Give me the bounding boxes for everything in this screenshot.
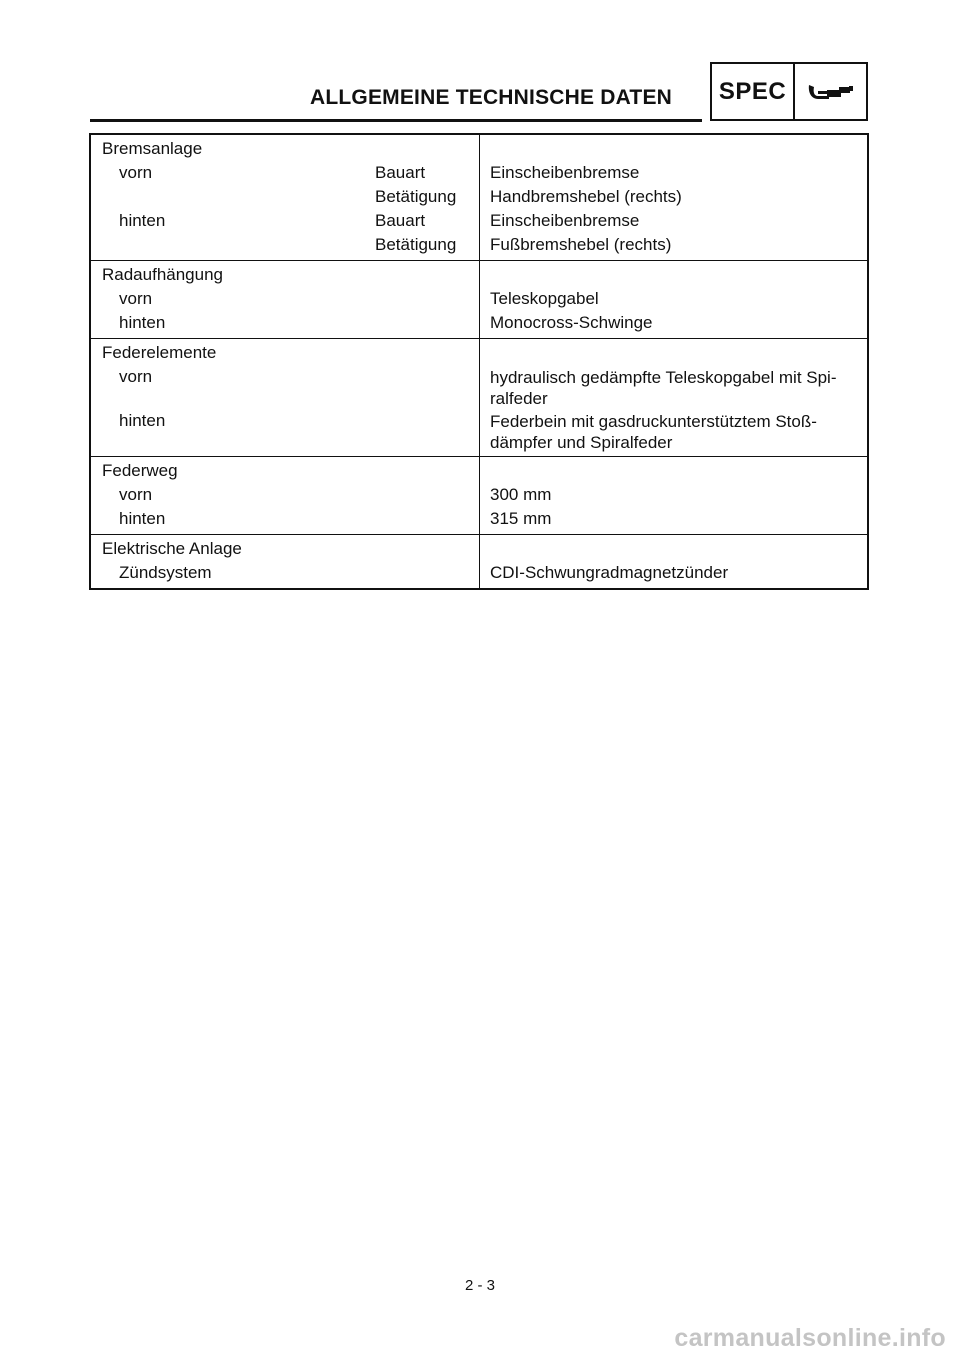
row-label — [91, 185, 367, 209]
row-type: Bauart — [375, 163, 426, 182]
row-type: Betätigung — [375, 235, 457, 254]
wrench-icon — [795, 64, 866, 119]
row-type: Betätigung — [375, 187, 457, 206]
row-label: vorn — [119, 367, 153, 386]
row-type — [367, 561, 479, 585]
row-label: hinten — [119, 313, 166, 332]
row-value: 300 mm — [490, 485, 552, 504]
row-value: Einscheibenbremse — [490, 163, 640, 182]
spec-group — [91, 534, 867, 588]
group-title: Radaufhängung — [102, 265, 224, 284]
row-value: Federbein mit gasdruckunterstütztem Stoß- dämpfer und Spiralfeder — [490, 412, 817, 452]
row-value: Teleskopgabel — [490, 289, 599, 308]
row-label: hinten — [119, 411, 166, 430]
spec-group — [91, 135, 867, 260]
spec-table — [89, 133, 869, 590]
group-title: Federweg — [102, 461, 178, 480]
row-value: hydraulisch gedämpfte Teleskopgabel mit Spi- ralfeder — [490, 368, 837, 408]
row-value: CDI-Schwungradmagnetzünder — [490, 563, 729, 582]
row-type — [367, 287, 479, 311]
spec-badge — [710, 62, 868, 121]
column-divider — [479, 339, 480, 456]
row-label: vorn — [119, 163, 153, 182]
page-number: 2 - 3 — [464, 1277, 495, 1294]
column-divider — [479, 457, 480, 534]
row-label: vorn — [119, 289, 153, 308]
row-value: Handbremshebel (rechts) — [490, 187, 682, 206]
row-type — [367, 409, 479, 453]
row-value: Fußbremshebel (rechts) — [490, 235, 672, 254]
row-type — [367, 311, 479, 335]
row-type — [367, 365, 479, 409]
row-type: Bauart — [375, 211, 426, 230]
column-divider — [479, 261, 480, 338]
row-value: 315 mm — [490, 509, 552, 528]
row-value: Einscheibenbremse — [490, 211, 640, 230]
spec-group — [91, 338, 867, 456]
row-label: hinten — [119, 211, 166, 230]
row-label: vorn — [119, 485, 153, 504]
group-title: Federelemente — [102, 343, 217, 362]
row-label: Zündsystem — [119, 563, 212, 582]
header-rule — [90, 119, 702, 122]
spec-group — [91, 456, 867, 534]
row-label — [91, 233, 367, 257]
row-type — [367, 483, 479, 507]
page-title: ALLGEMEINE TECHNISCHE DATEN — [310, 86, 673, 109]
watermark: carmanualsonline.info — [674, 1324, 946, 1352]
spec-label: SPEC — [712, 64, 795, 119]
column-divider — [479, 135, 480, 260]
row-label: hinten — [119, 509, 166, 528]
group-title: Elektrische Anlage — [102, 539, 242, 558]
column-divider — [479, 535, 480, 588]
row-value: Monocross-Schwinge — [490, 313, 653, 332]
spec-group — [91, 260, 867, 338]
group-title: Bremsanlage — [102, 139, 203, 158]
row-type — [367, 507, 479, 531]
